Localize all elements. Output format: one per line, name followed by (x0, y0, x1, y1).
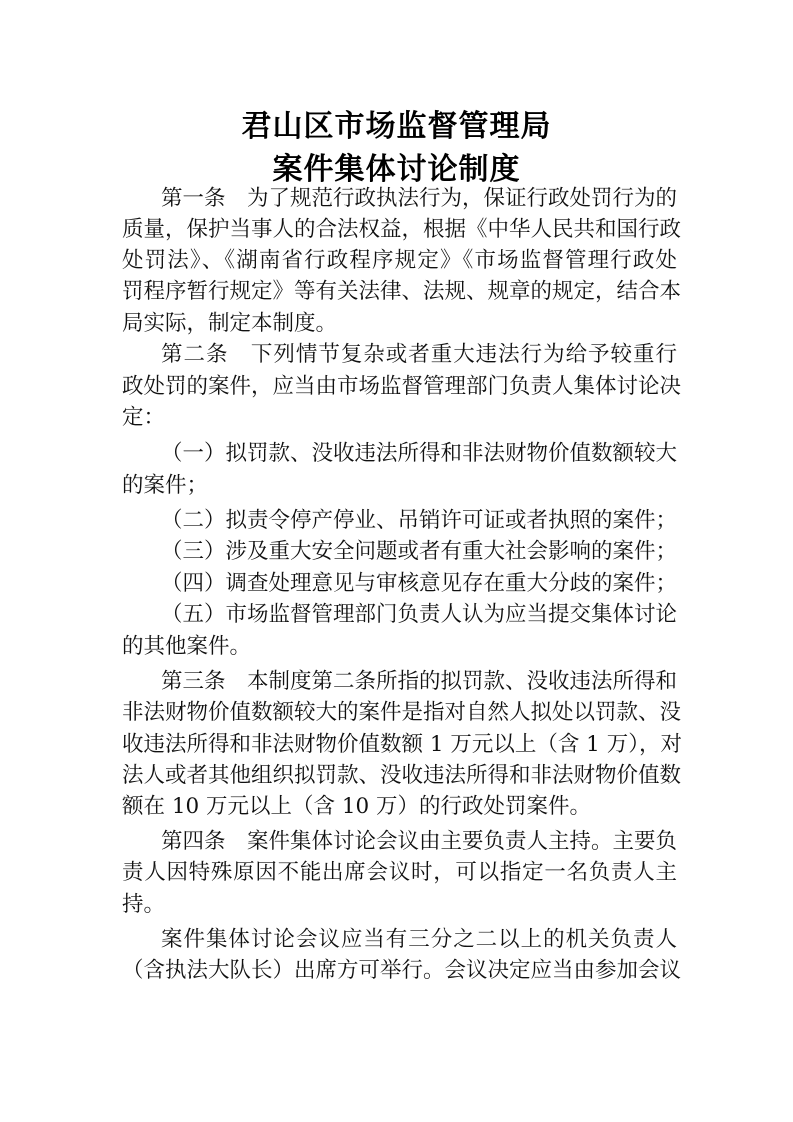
article-4-paragraph-2-line: 案件集体讨论会议应当有三分之二以上的机关负责人 (161, 927, 677, 952)
article-4-line: 第四条 案件集体讨论会议由主要负责人主持。主要负 (161, 829, 678, 854)
list-item-5-line: 的其他案件。 (122, 634, 252, 659)
article-2-line: 定： (122, 405, 166, 430)
article-2-line: 第二条 下列情节复杂或者重大违法行为给予较重行 (161, 342, 677, 367)
list-item-2: （二）拟责令停产停业、吊销许可证或者执照的案件； (161, 508, 678, 533)
document-title-policy: 案件集体讨论制度 (272, 152, 521, 187)
list-item-1-line: 的案件； (122, 473, 209, 498)
article-3-line: 第三条 本制度第二条所指的拟罚款、没收违法所得和 (161, 669, 678, 694)
article-1-line: 第一条 为了规范行政执法行为，保证行政处罚行为的 (161, 186, 678, 211)
article-1-line: 质量，保护当事人的合法权益，根据《中华人民共和国行政 (122, 217, 682, 242)
article-3-line: 法人或者其他组织拟罚款、没收违法所得和非法财物价值数 (122, 763, 682, 788)
article-2-line: 政处罚的案件，应当由市场监督管理部门负责人集体讨论决 (122, 374, 682, 399)
list-item-4: （四）调查处理意见与审核意见存在重大分歧的案件； (161, 571, 678, 596)
list-item-5-line: （五）市场监督管理部门负责人认为应当提交集体讨论 (161, 602, 678, 627)
article-1-line: 罚程序暂行规定》等有关法律、法规、规章的规定，结合本 (122, 279, 682, 304)
list-item-1-line: （一）拟罚款、没收违法所得和非法财物价值数额较大 (161, 441, 678, 466)
article-3-line: 收违法所得和非法财物价值数额 1 万元以上（含 1 万），对 (122, 732, 682, 757)
article-4-line: 持。 (122, 892, 166, 917)
article-4-line: 责人因特殊原因不能出席会议时，可以指定一名负责人主 (122, 860, 677, 885)
article-1-line: 处罚法》、《湖南省行政程序规定》《市场监督管理行政处 (122, 248, 677, 273)
article-4-paragraph-2-line: （含执法大队长）出席方可举行。会议决定应当由参加会议 (122, 958, 682, 983)
document-title-agency: 君山区市场监督管理局 (241, 109, 552, 144)
article-1-line: 局实际，制定本制度。 (122, 311, 338, 336)
article-3-line: 额在 10 万元以上（含 10 万）的行政处罚案件。 (122, 794, 592, 819)
list-item-3: （三）涉及重大安全问题或者有重大社会影响的案件； (161, 539, 678, 564)
article-3-line: 非法财物价值数额较大的案件是指对自然人拟处以罚款、没 (122, 700, 682, 725)
